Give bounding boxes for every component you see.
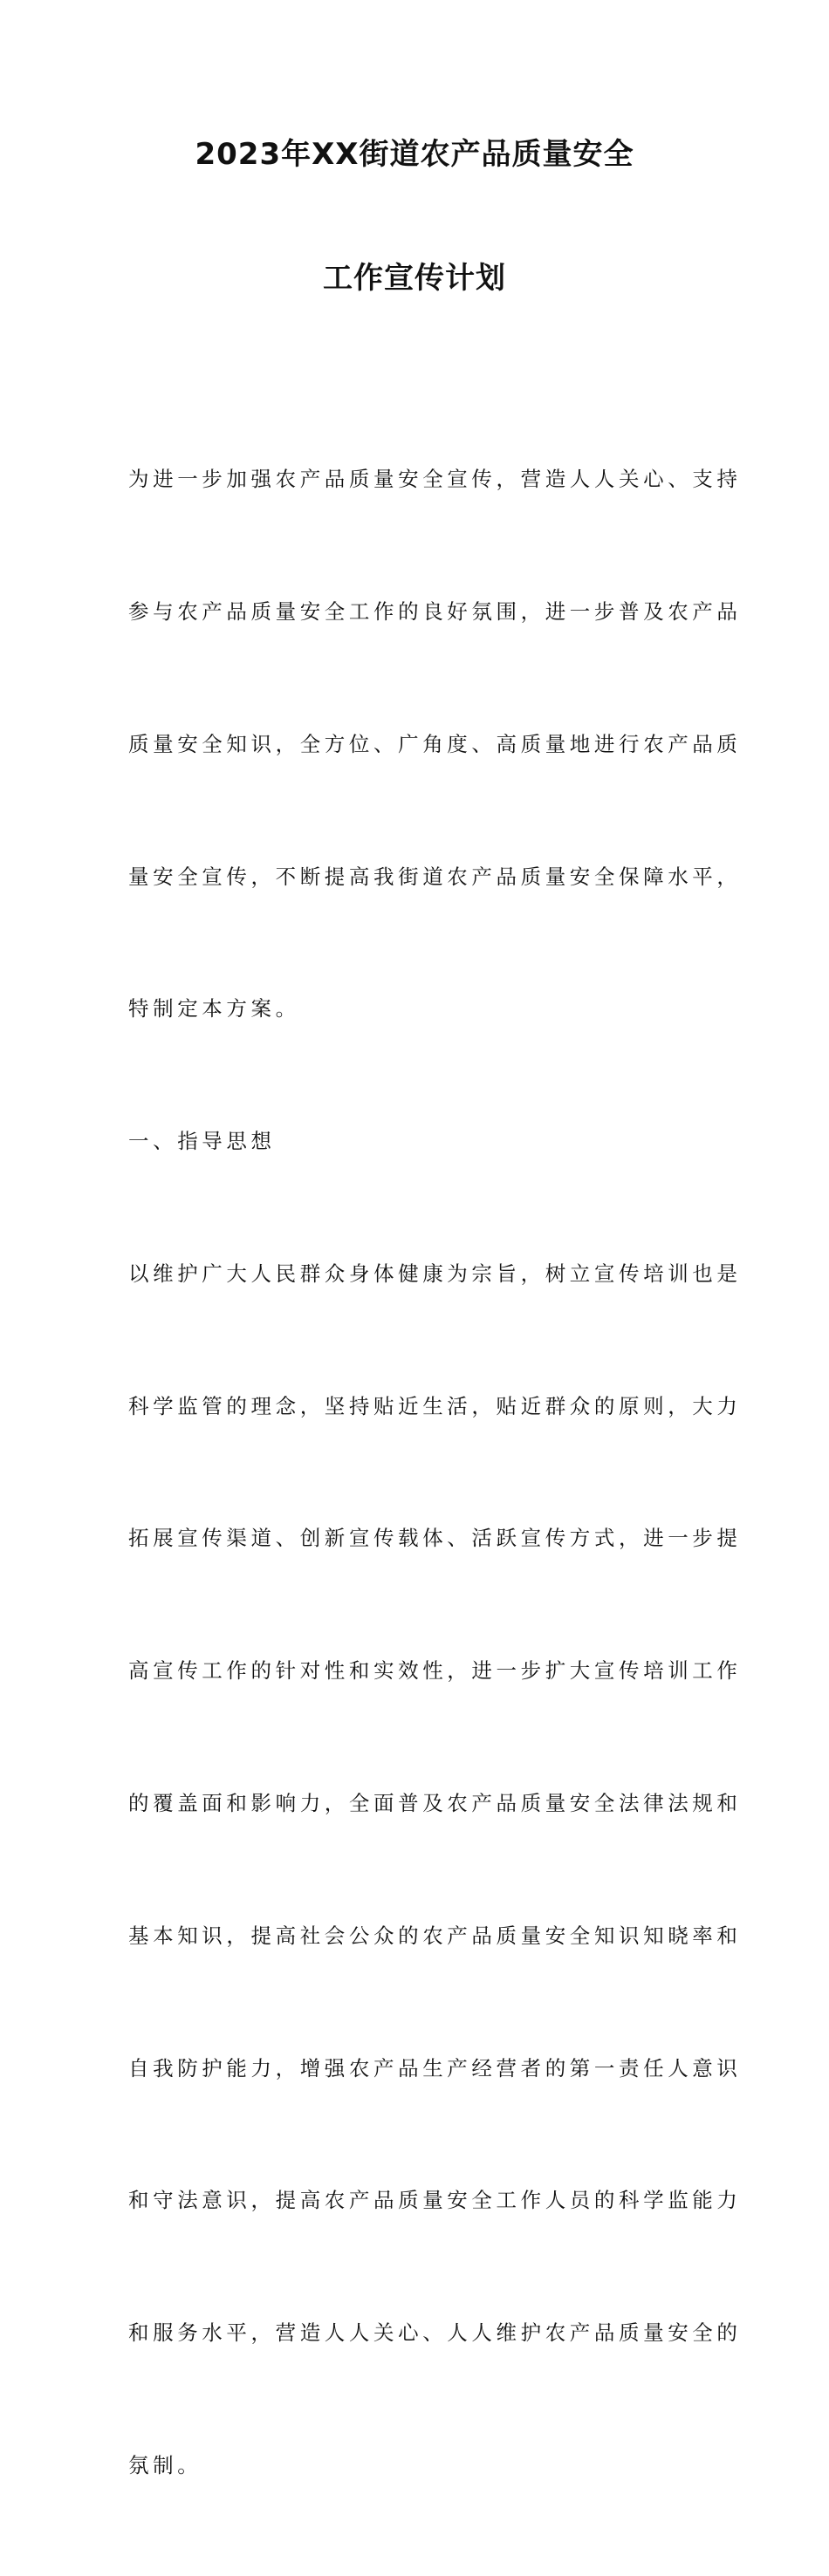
document-body	[128, 369, 742, 2576]
section-paragraph-line: 的覆盖面和影响力，全面普及农产品质量安全法律法规和	[128, 1791, 742, 1815]
section-paragraph-line: 和服务水平，营造人人关心、人人维护农产品质量安全的	[128, 2320, 742, 2346]
section-paragraph-line: 科学监管的理念，坚持贴近生活，贴近群众的原则，大力	[128, 1393, 742, 1418]
intro-paragraph-line: 量安全宣传，不断提高我街道农产品质量安全保障水平，	[128, 864, 742, 889]
section-paragraph-line: 和守法意识，提高农产品质量安全工作人员的科学监能力	[128, 2188, 742, 2213]
intro-paragraph-line: 质量安全知识，全方位、广角度、高质量地进行农产品质	[128, 731, 742, 756]
intro-paragraph-line: 特制定本方案。	[128, 996, 300, 1022]
section-paragraph-line: 高宣传工作的针对性和实效性，进一步扩大宣传培训工作	[128, 1658, 742, 1684]
section-paragraph-line: 氛制。	[128, 2452, 202, 2477]
section-paragraph-line: 自我防护能力，增强农产品生产经营者的第一责任人意识	[128, 2055, 742, 2081]
section-paragraph-line: 拓展宣传渠道、创新宣传载体、活跃宣传方式，进一步提	[128, 1526, 742, 1551]
document-title-line-2: 工作宣传计划	[323, 261, 506, 296]
section-paragraph-line: 基本知识，提高社会公众的农产品质量安全知识知晓率和	[128, 1923, 742, 1948]
intro-paragraph-line: 参与农产品质量安全工作的良好氛围，进一步普及农产品	[128, 598, 742, 624]
section-paragraph-line: 以维护广大人民群众身体健康为宗旨，树立宣传培训也是	[128, 1261, 742, 1286]
document-title-line-1: 2023年XX街道农产品质量安全	[195, 137, 634, 172]
section-heading: 一、指导思想	[128, 1129, 276, 1154]
intro-paragraph-line: 为进一步加强农产品质量安全宣传，营造人人关心、支持	[128, 467, 742, 492]
